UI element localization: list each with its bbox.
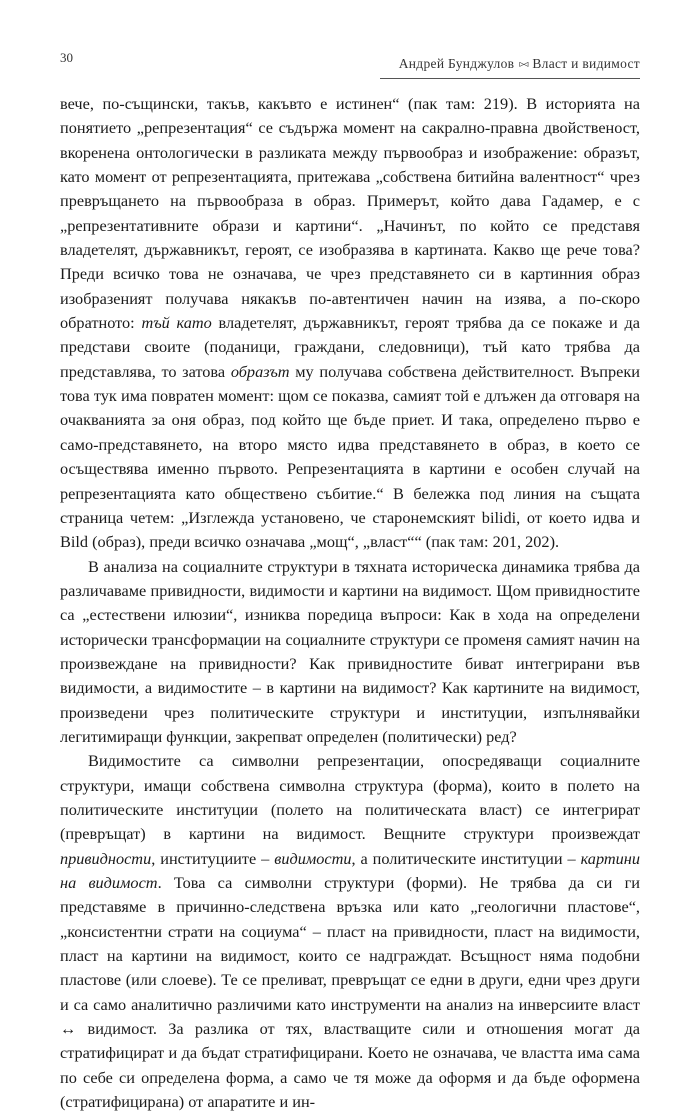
header-book-title: Власт и видимост xyxy=(532,56,640,71)
header-rule xyxy=(380,78,640,79)
text-run: Видимостите са символни репрезентации, опосредяващи социалните структури, имащи собствена символна структура (форма), които в полето на политическите институции (полето на политическата власт) се интегрират (превръщат) в картини на видимост. Вещните структури произвеждат xyxy=(60,751,640,844)
text-run: , институциите – xyxy=(151,848,275,868)
paragraph xyxy=(60,749,640,1114)
text-run: вече, по-същински, такъв, какъвто е истинен“ (пак там: 219). В историята на понятието „репрезентация“ се съдържа момент на сакрално-правна двойственост, вкоренена онтологически в разликата между първообраз и изображение: образът, като момент от репрезентацията, притежава „собствена битийна валентност“ чрез превръщането на първообраза в образ. Примерът, който дава Гадамер, е с „репрезентативните образи и картини“. „Начинът, по който се представя владетелят, държавникът, героят, се изобразява в картината. Какво ще рече това? Преди всичко това не означава, че чрез представянето си в картинния образ изобразеният получава някакъв по-автентичен начин на изява, а по-скоро обратното: xyxy=(60,94,640,333)
italic-text: картини на видимост xyxy=(60,848,640,892)
text-run: В анализа на социалните структури в тяхната историческа динамика трябва да различаваме привидности, видимости и картини на видимост. Щом привидностите са „естествени илюзии“, изниква поредица въпроси: Как в хода на определени исторически трансформации на социалните структури се променя самият начин на произвеждане на привидности? Как привидностите биват интегрирани във видимости, а видимостите – в картини на видимост? Как картините на видимост, произведени чрез политическите структури и институции, изпълнявайки легитимиращи функции, закрепват определен (политически) ред? xyxy=(60,556,640,746)
running-header xyxy=(399,56,640,72)
italic-text: видимости xyxy=(274,848,352,868)
text-run: , а политическите институции – xyxy=(351,848,581,868)
italic-text: привидности xyxy=(60,848,152,868)
header-separator-icon: ▹◃ xyxy=(519,58,528,70)
text-run: владетелят, държавникът, героят трябва да се покаже и да представи своите (поданици, граждани, следовници), тъй като трябва да представлява, то затова xyxy=(60,313,640,381)
page-number: 30 xyxy=(60,50,73,65)
italic-text: тъй като xyxy=(141,313,212,333)
italic-text: образът xyxy=(230,361,290,381)
body-text xyxy=(60,92,640,1114)
text-run: . Това са символни структури (форми). Не трябва да си ги представяме в причинно-следствена връзка или като „геологични пластове“, „консистентни страти на социума“ – пласт на привидности, пласт на видимости, пласт на картини на видимост, които се надграждат. Всъщност няма подобни пластове (или слоеве). Те се преливат, превръщат се едни в други, едни чрез други и са само аналитично различими като инструменти на анализ на инверсиите власт ↔ видимост. За разлика от тях, властващите сили и отношения могат да стратифицират и да бъдат стратифицирани. Което не означава, че властта има сама по себе си определена форма, а само че тя може да оформя и да бъде оформена (стратифицирана) от апаратите и ин- xyxy=(60,873,640,1112)
paragraph xyxy=(60,555,640,750)
header-author: Андрей Бунджулов xyxy=(398,56,515,71)
paragraph xyxy=(60,92,640,555)
text-run: му получава собствена действителност. Въпреки това тук има повратен момент: щом се показва, самият той е длъжен да отговаря на очакванията за оня образ, под който ще бъде приет. И така, определено първо е само-представянето, на второ място идва представянето в образ, в което се осъществява именно първото. Репрезентацията в картини е особен случай на репрезентацията като обществено събитие.“ В бележка под линия на същата страница четем: „Изглежда установено, че старонемският bilidi, от което идва и Bild (образ), преди всичко означава „мощ“, „власт““ (пак там: 201, 202). xyxy=(60,361,640,552)
